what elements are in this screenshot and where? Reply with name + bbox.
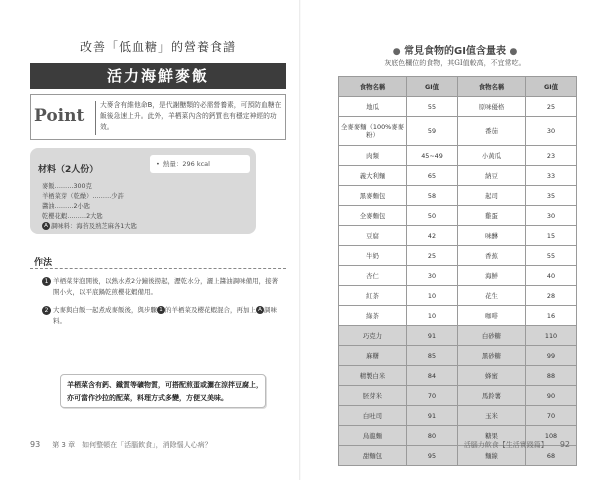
gi-value-cell: 91 [407, 326, 458, 346]
gi-value-cell: 28 [526, 286, 577, 306]
gi-value-cell: 58 [407, 186, 458, 206]
gi-value-cell: 10 [407, 306, 458, 326]
seasoning-ref-icon: A [256, 306, 264, 314]
table-row [339, 386, 577, 406]
point-box [30, 94, 286, 140]
table-header-row [339, 77, 577, 97]
food-name-cell: 精製白米 [339, 366, 407, 386]
table-row [339, 326, 577, 346]
food-name-cell: 黑麥麵包 [339, 186, 407, 206]
method-steps [42, 276, 282, 334]
food-name-cell: 小黃瓜 [458, 146, 526, 166]
gi-value-cell: 84 [407, 366, 458, 386]
column-header: GI值 [526, 77, 577, 97]
step-number-icon: 2 [42, 306, 51, 315]
food-name-cell: 味醂 [458, 226, 526, 246]
gi-value-cell: 40 [526, 266, 577, 286]
calorie-text: 熱量：296 kcal [162, 160, 210, 168]
gi-value-cell: 70 [526, 406, 577, 426]
page-number: 93 [30, 440, 41, 449]
food-name-cell: 香蕉 [458, 246, 526, 266]
food-name-cell: 蜂蜜 [458, 366, 526, 386]
right-footer [464, 440, 570, 450]
left-footer [30, 440, 212, 450]
food-name-cell: 麻糬 [339, 346, 407, 366]
method-step [42, 305, 282, 327]
table-row [339, 306, 577, 326]
method-step [42, 276, 282, 298]
ingredient-item: 乾櫻花蝦………2大匙 [42, 213, 103, 220]
tip-box [60, 374, 266, 408]
gi-value-cell: 30 [526, 206, 577, 226]
food-name-cell: 雞蛋 [458, 206, 526, 226]
gi-value-cell: 95 [407, 446, 458, 466]
chapter-title: 改善「低血糖」的營養食譜 [79, 40, 236, 54]
food-name-cell: 豆腐 [339, 226, 407, 246]
gi-value-cell: 55 [407, 97, 458, 117]
food-name-cell: 海鮮 [458, 266, 526, 286]
gi-value-cell: 99 [526, 346, 577, 366]
food-name-cell: 全麥麥麵（100%麥麥粉） [339, 117, 407, 146]
gi-value-cell: 25 [407, 246, 458, 266]
table-row [339, 286, 577, 306]
gi-value-cell: 45~49 [407, 146, 458, 166]
gi-value-cell: 90 [526, 386, 577, 406]
gi-value-cell: 25 [526, 97, 577, 117]
ingredients-title: 材料（2人份） [38, 165, 99, 175]
step-number-icon: 1 [42, 277, 51, 286]
gi-value-cell: 85 [407, 346, 458, 366]
food-name-cell: 玉米 [458, 406, 526, 426]
seasoning-text: 調味料：海苔及熟芝麻各1大匙 [51, 223, 137, 230]
bullet-icon: • [156, 160, 160, 168]
table-row [339, 226, 577, 246]
ingredient-item: 麥飯………300克 [42, 183, 92, 190]
food-name-cell: 地瓜 [339, 97, 407, 117]
gi-value-cell: 80 [407, 426, 458, 446]
food-name-cell: 咖啡 [458, 306, 526, 326]
calorie-box [150, 155, 250, 173]
gi-value-cell: 88 [526, 366, 577, 386]
bullet-icon: ● [392, 47, 401, 57]
column-header: 食物名稱 [458, 77, 526, 97]
table-title [320, 42, 590, 57]
table-row [339, 346, 577, 366]
column-header: 食物名稱 [339, 77, 407, 97]
table-row [339, 406, 577, 426]
food-name-cell: 義大利麵 [339, 166, 407, 186]
food-name-cell: 胚芽米 [339, 386, 407, 406]
table-subtitle: 灰底色欄位的食物，其GI值較高，不宜常吃。 [384, 59, 526, 67]
gi-value-cell: 30 [407, 266, 458, 286]
table-row [339, 166, 577, 186]
food-name-cell: 綠茶 [339, 306, 407, 326]
gi-value-cell: 35 [526, 186, 577, 206]
food-name-cell: 白砂糖 [458, 326, 526, 346]
step-ref-icon: 1 [157, 306, 165, 314]
ingredient-item: 羊栖菜芽（乾燥）………少許 [42, 193, 124, 200]
gi-table [338, 76, 577, 466]
food-name-cell: 原味優格 [458, 97, 526, 117]
food-name-cell: 麵線 [458, 446, 526, 466]
food-name-cell: 起司 [458, 186, 526, 206]
method-title: 作法 [34, 258, 53, 268]
gi-value-cell: 59 [407, 117, 458, 146]
table-title-text: 常見食物的GI值含量表 [404, 46, 506, 57]
column-header: GI值 [407, 77, 458, 97]
table-row [339, 266, 577, 286]
step-text: 的羊栖菜及櫻花蝦混合，再加上 [165, 306, 256, 314]
gi-value-cell: 10 [407, 286, 458, 306]
food-name-cell: 肉類 [339, 146, 407, 166]
table-row [339, 146, 577, 166]
step-text: 調味料。 [53, 306, 277, 325]
gi-value-cell: 70 [407, 386, 458, 406]
table-body [339, 97, 577, 466]
step-text: 羊栖菜芽泡開後，以熱水煮2分鐘後撈起，瀝乾水分，灑上醬油調味備用，接著開小火，以平底鍋乾煎櫻花蝦備用。 [53, 277, 279, 296]
gi-value-cell: 50 [407, 206, 458, 226]
ingredient-item: 醬油………2小匙 [42, 203, 91, 210]
gi-value-cell: 15 [526, 226, 577, 246]
gi-value-cell: 16 [526, 306, 577, 326]
ingredient-list [42, 182, 137, 232]
food-name-cell: 花生 [458, 286, 526, 306]
food-name-cell: 黑砂糖 [458, 346, 526, 366]
table-row [339, 366, 577, 386]
seasoning-marker-icon: A [42, 222, 50, 230]
page-number: 92 [559, 440, 570, 449]
gi-value-cell: 33 [526, 166, 577, 186]
food-name-cell: 巧克力 [339, 326, 407, 346]
table-row [339, 246, 577, 266]
food-name-cell: 杏仁 [339, 266, 407, 286]
food-name-cell: 牛奶 [339, 246, 407, 266]
point-divider [95, 101, 96, 135]
gi-value-cell: 30 [526, 117, 577, 146]
right-page [300, 0, 600, 480]
gi-value-cell: 42 [407, 226, 458, 246]
food-name-cell: 全麥麵包 [339, 206, 407, 226]
ingredients-box [30, 148, 256, 234]
table-row [339, 97, 577, 117]
gi-value-cell: 55 [526, 246, 577, 266]
table-row [339, 186, 577, 206]
food-name-cell: 烏龍麵 [339, 426, 407, 446]
gi-value-cell: 91 [407, 406, 458, 426]
tip-text: 羊栖菜含有鈣、鐵質等礦物質，可搭配煎蛋或灑在涼拌豆腐上，亦可當作沙拉的配菜，料理方式多變，方便又美味。 [67, 381, 263, 402]
food-name-cell: 紅茶 [339, 286, 407, 306]
bullet-icon: ● [509, 47, 518, 57]
gi-value-cell: 110 [526, 326, 577, 346]
food-name-cell: 糖果 [458, 426, 526, 446]
point-text: 大麥含有維他命B，是代謝醣類的必需營養素，可預防血糖在飯後急速上升。此外，羊栖菜內含的鈣質也有穩定神經的功效。 [100, 101, 282, 131]
running-footer: 活腦力飲食【生活實踐篇】 [463, 441, 548, 449]
step-text: 大麥與白飯一起煮成麥飯後，與步驟 [53, 306, 157, 314]
food-name-cell: 納豆 [458, 166, 526, 186]
point-label: Point [34, 106, 85, 126]
seasoning-item [42, 222, 137, 232]
running-footer: 第 3 章 如何整頓在「活腦飲食」，消除惱人心病？ [52, 441, 212, 449]
food-name-cell: 甜麵包 [339, 446, 407, 466]
gi-value-cell: 68 [526, 446, 577, 466]
food-name-cell: 馬鈴薯 [458, 386, 526, 406]
method-divider [30, 268, 286, 269]
gi-value-cell: 108 [526, 426, 577, 446]
recipe-title: 活力海鮮麥飯 [30, 63, 286, 89]
gi-value-cell: 23 [526, 146, 577, 166]
food-name-cell: 白吐司 [339, 406, 407, 426]
gi-value-cell: 65 [407, 166, 458, 186]
food-name-cell: 番茄 [458, 117, 526, 146]
table-row [339, 206, 577, 226]
table-row [339, 117, 577, 146]
